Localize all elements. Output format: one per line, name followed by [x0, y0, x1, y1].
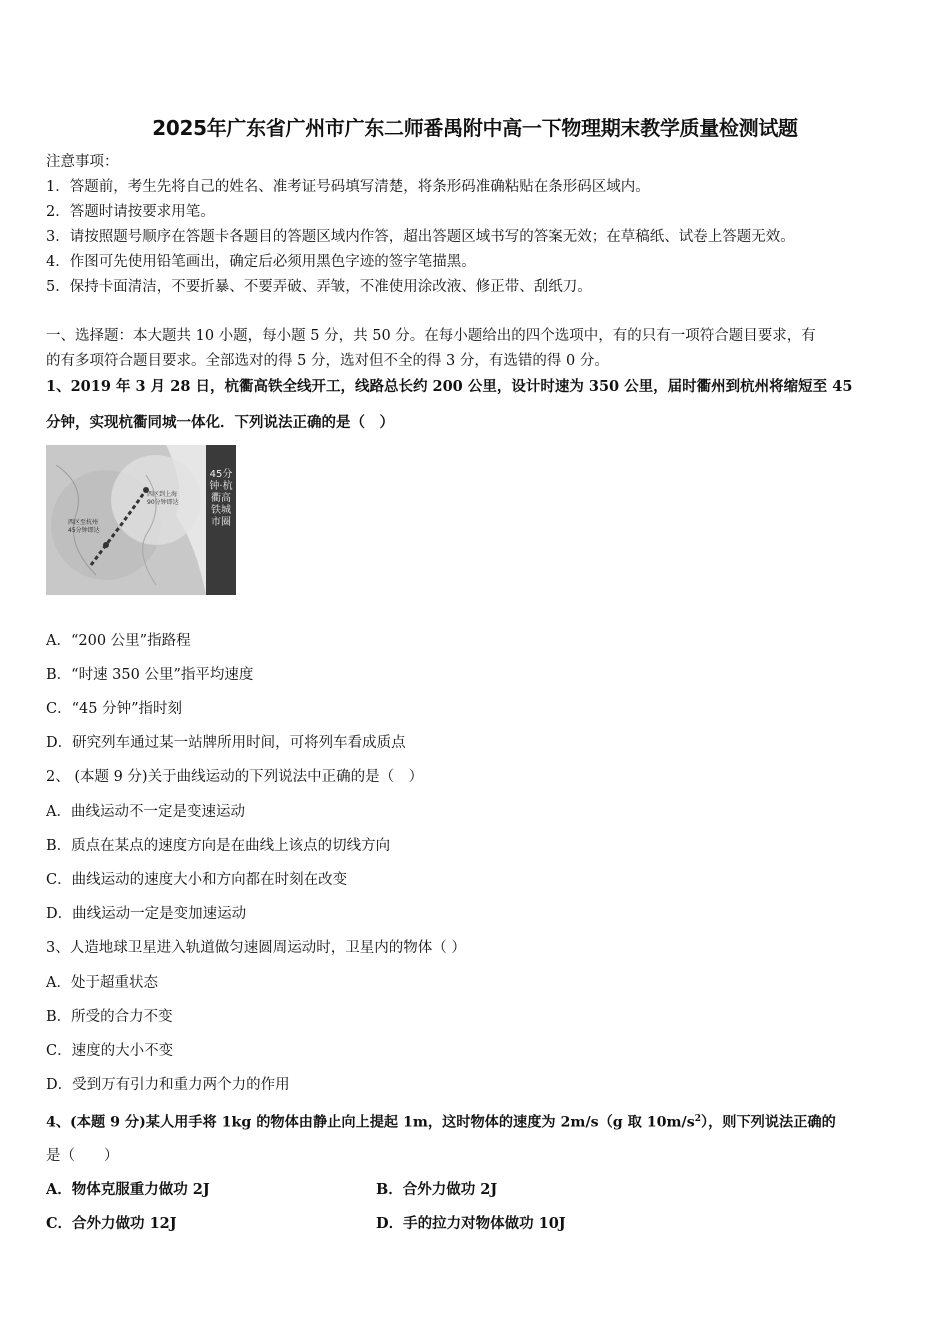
q2-stem: 2、 (本题 9 分)关于曲线运动的下列说法中正确的是（ ） — [46, 769, 424, 785]
notice-item: 4．作图可先使用铅笔画出，确定后必须用黑色字迹的签字笔描黑。 — [46, 254, 476, 270]
q4-option-b: B．合外力做功 2J — [376, 1181, 498, 1198]
q2-option-a: A．曲线运动不一定是变速运动 — [46, 804, 245, 820]
notice-item: 2．答题时请按要求用笔。 — [46, 204, 215, 220]
notice-item: 3．请按照题号顺序在答题卡各题目的答题区域内作答，超出答题区域书写的答案无效；在草稿纸、试卷上答题无效。 — [46, 229, 795, 245]
q4-stem-part-a: 4、(本题 9 分)某人用手将 1kg 的物体由静止向上提起 1m，这时物体的速度为 2m/s（g 取 10m/s — [46, 1114, 695, 1131]
q1-option-a: A．“200 公里”指路程 — [46, 633, 191, 649]
q4-option-a: A．物体克服重力做功 2J — [46, 1181, 210, 1198]
q3-option-b: B．所受的合力不变 — [46, 1009, 173, 1025]
q1-option-c: C．“45 分钟”指时刻 — [46, 701, 182, 717]
q3-option-c: C．速度的大小不变 — [46, 1043, 174, 1059]
q2-option-c: C．曲线运动的速度大小和方向都在时刻在改变 — [46, 872, 348, 888]
q3-option-d: D．受到万有引力和重力两个力的作用 — [46, 1077, 290, 1093]
figure-label-hangzhou-2: 45分钟即达 — [68, 527, 100, 534]
q4-option-d: D．手的拉力对物体做功 10J — [376, 1215, 566, 1232]
q2-option-d: D．曲线运动一定是变加速运动 — [46, 906, 247, 922]
figure-label-shanghai-2: 90分钟即达 — [147, 499, 179, 506]
figure-label-hangzhou-1: 西区至杭州 — [68, 519, 99, 526]
q4-stem-line2: 是（ ） — [46, 1148, 119, 1164]
q1-stem-line2: 分钟，实现杭衢同城一体化．下列说法正确的是（ ） — [46, 414, 394, 431]
notice-item: 5．保持卡面清洁，不要折暴、不要弄破、弄皱，不准使用涂改液、修正带、刮纸刀。 — [46, 279, 592, 295]
q4-stem-sup: 2 — [694, 1114, 701, 1124]
exam-title: 2025年广东省广州市广东二师番禺附中高一下物理期末教学质量检测试题 — [152, 116, 798, 140]
notice-heading: 注意事项： — [46, 154, 119, 170]
notice-item: 1．答题前，考生先将自己的姓名、准考证号码填写清楚，将条形码准确粘贴在条形码区域内。 — [46, 179, 650, 195]
q1-option-b: B．“时速 350 公里”指平均速度 — [46, 667, 254, 683]
section-intro-line1: 一、选择题：本大题共 10 小题，每小题 5 分，共 50 分。在每小题给出的四个选项中，有的只有一项符合题目要求，有 — [46, 328, 816, 344]
q3-stem: 3、人造地球卫星进入轨道做匀速圆周运动时，卫星内的物体（ ） — [46, 940, 466, 956]
q1-option-d: D．研究列车通过某一站牌所用时间，可将列车看成质点 — [46, 735, 406, 751]
figure-side-text: 45分钟·杭衢高铁城市圈 — [209, 469, 233, 528]
section-intro-line2: 的有多项符合题目要求。全部选对的得 5 分，选对但不全的得 3 分，有选错的得 0 分。 — [46, 353, 609, 369]
q4-option-c: C．合外力做功 12J — [46, 1215, 177, 1232]
figure-label-shanghai-1: 西区到上海 — [147, 491, 178, 498]
q4-stem-part-b: ），则下列说法正确的 — [700, 1114, 836, 1131]
q4-stem-line1 — [46, 1109, 836, 1133]
q1-map-figure — [46, 445, 236, 595]
q2-option-b: B．质点在某点的速度方向是在曲线上该点的切线方向 — [46, 838, 391, 854]
q3-option-a: A．处于超重状态 — [46, 975, 158, 991]
q1-stem-line1: 1、2019 年 3 月 28 日，杭衢高铁全线开工，线路总长约 200 公里，设计时速为 350 公里，届时衢州到杭州将缩短至 45 — [46, 378, 853, 395]
